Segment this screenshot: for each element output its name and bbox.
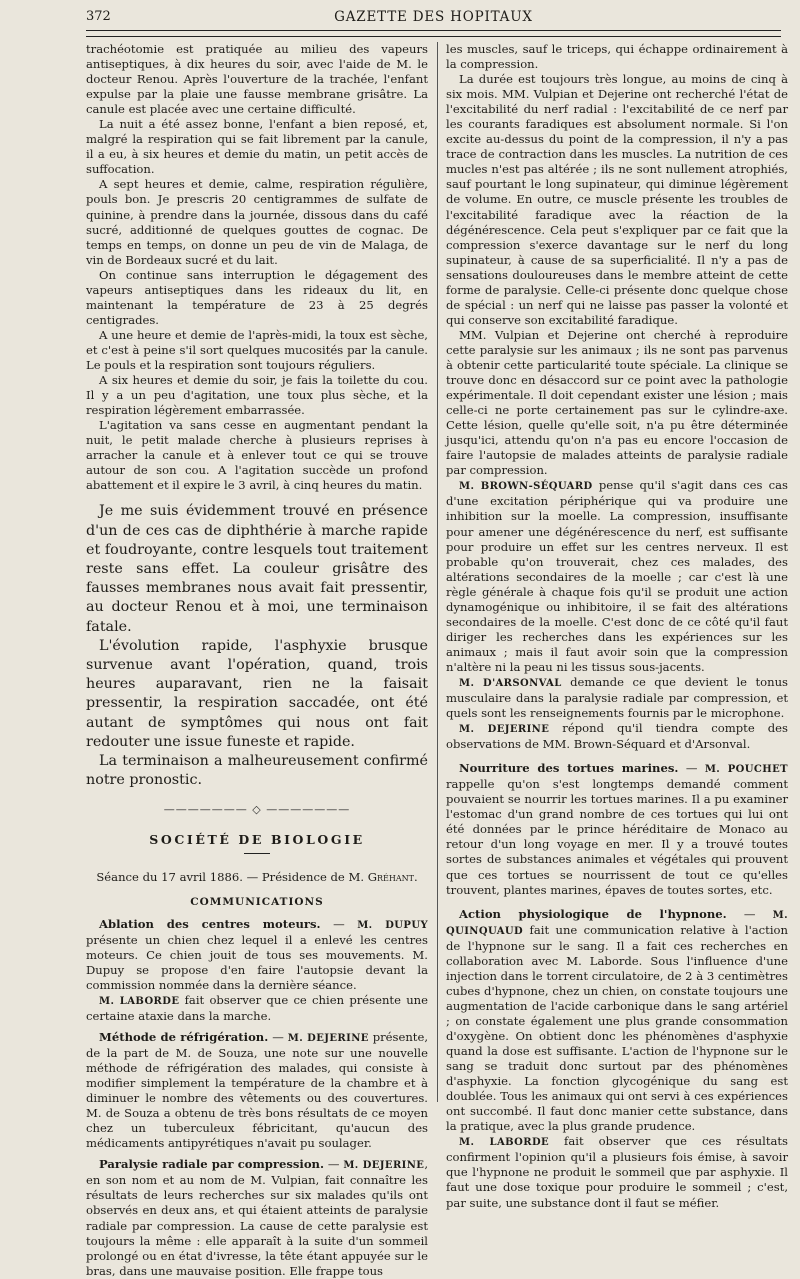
paragraph: A six heures et demie du soir, je fais la toilette du cou. Il y a un peu d'agitation, une toux plus sèche, et la respiration légèrement embarrassée.: [86, 373, 428, 418]
conclusion-paragraph: Je me suis évidemment trouvé en présence d'un de ces cas de diphthérie à marche rapide et foudroyante, contre lesquels tout traitement reste sans effet. La couleur grisâtre des fausses membranes nous avait fait pressentir, au docteur Renou et à moi, une terminaison fatale.: [86, 503, 428, 635]
communications-heading: COMMUNICATIONS: [190, 895, 324, 908]
right-column: [446, 42, 788, 1211]
seance-line: Séance du 17 avril 1886. — Présidence de M. Gréhant.: [96, 869, 418, 884]
entry-hypnone: Action physiologique de l'hypnone. — M. QUINQUAUD fait une communication relative à l'action de l'hypnone sur le sang. Il a fait ces recherches en collaboration avec M. Laborde. Sous l'influence d'une injection dans le torrent circulatoire, de 2 à 3 centimètres cubes d'hypnone, chez un chien, on constate toujours une augmentation de l'acide carbonique dans le sang artériel ; on constate également une plus grande consommation d'oxygène. On obtient donc les phénomènes d'asphyxie quand la dose est suffisante. L'action de l'hypnone sur le sang se traduit donc surtout par des phénomènes d'asphyxie. La fonction glycogénique du sang est doublée. Tous les animaux qui ont servi à ces expériences ont succombé. Il faut donc manier cette substance, dans la pratique, avec la plus grande prudence.: [446, 906, 789, 1134]
paragraph: MM. Vulpian et Dejerine ont cherché à reproduire cette paralysie sur les animaux ; ils ne sont pas parvenus à obtenir cette particularité toute spéciale. La clinique se trouve donc en désaccord sur ce point avec la pathologie expérimentale. Il doit cependant exister une lésion ; mais celle-ci ne porte certainement pas sur le cylindre-axe. Cette lésion, quelle qu'elle soit, n'a pu être déterminée jusqu'ici, attendu qu'on n'a pas eu encore l'occasion de faire l'autopsie de malades atteints de paralysie radiale par compression.: [446, 327, 788, 478]
section-ornament: ——————— ◇ ———————: [163, 803, 351, 817]
entry-tortues: Nourriture des tortues marines. — M. POUCHET rappelle qu'on s'est longtemps demandé comment pouvaient se nourrir les tortues marines. Il a pu examiner l'estomac d'un grand nombre de ces tortues qui lui ont été données par le prince héréditaire de Monaco au retour d'un long voyage en mer. Il y a trouvé toutes sortes de substances animales et végétales qui prouvent que ces tortues se nourrissent de tout ce qu'elles trouvent, plantes marines, épaves de toutes sortes, etc.: [446, 761, 788, 897]
journal-title: GAZETTE DES HOPITAUX: [334, 9, 533, 25]
left-column: [86, 42, 428, 1279]
page-number: 372: [86, 9, 111, 24]
paragraph: A une heure et demie de l'après-midi, la toux est sèche, et c'est à peine s'il sort quelques mucosités par la canule. Le pouls et la respiration sont toujours réguliers.: [86, 327, 428, 372]
entry-dejerine: M. DEJERINE répond qu'il tiendra compte des observations de MM. Brown-Séquard et d'Arsonval.: [446, 721, 788, 752]
paragraph: La nuit a été assez bonne, l'enfant a bien reposé, et, malgré la respiration qui se fait librement par la canule, il a eu, à six heures et demie du matin, un petit accès de suffocation.: [86, 117, 428, 177]
column-divider: [437, 42, 438, 1102]
entry-refrigeration: Méthode de réfrigération. — M. DEJERINE présente, de la part de M. de Souza, une note sur une nouvelle méthode de réfrigération des malades, qui consiste à modifier simplement la température de la chambre et à diminuer le nombre des vêtements ou des couvertures. M. de Souza a obtenu de très bons résultats de ce moyen chez un tuberculeux fébricitant, qu'aucun des médicaments antipyrétiques n'avait pu soulager.: [86, 1029, 429, 1151]
page-header: [86, 6, 781, 28]
header-rule: [86, 30, 781, 37]
entry-arsonval: M. D'ARSONVAL demande ce que devient le tonus musculaire dans la paralysie radiale par compression, et quels sont les renseignements fournis par le microphone.: [446, 674, 788, 721]
paragraph: La durée est toujours très longue, au moins de cinq à six mois. MM. Vulpian et Dejerine ont recherché l'état de l'excitabilité du nerf radial : l'excitabilité de ce nerf par les courants faradiques est absolument normale. Si l'on excite au-dessus du point de la compression, il n'y a pas trace de contraction dans les muscles. La nutrition de ces mucles n'est pas altérée ; ils ne sont nullement atrophiés, sauf pourtant le long supinateur, qui diminue légèrement de volume. En outre, ce muscle présente les troubles de l'excitabilité faradique avec la réaction de la dégénérescence. Cela peut s'expliquer par ce fait que la compression s'exerce davantage sur le nerf du long supinateur, à cause de sa superficialité. Il n'y a pas de sensations douloureuses dans le membre atteint de cette forme de paralysie. Celle-ci présente donc quelque chose de spécial : un nerf qui ne laisse pas passer la volonté et qui conserve son excitabilité faradique.: [446, 72, 788, 327]
entry-paralysie: Paralysie radiale par compression. — M. DEJERINE, en son nom et au nom de M. Vulpian, fait connaître les résultats de leurs recherches sur six malades qu'ils ont observés en deux ans, et qui étaient atteints de paralysie radiale par compression. La cause de cette paralysie est toujours la même : elle apparaît à la suite d'un sommeil prolongé ou en état d'ivresse, la tête étant appuyée sur le bras, dans une mauvaise position. Elle frappe tous: [86, 1157, 428, 1278]
section-title: SOCIÉTÉ DE BIOLOGIE: [149, 831, 365, 847]
title-rule: [244, 853, 270, 854]
paragraph: On continue sans interruption le dégagement des vapeurs antiseptiques dans les rideaux du lit, en maintenant la température de 23 à 25 degrés centigrades.: [86, 267, 428, 327]
paragraph: les muscles, sauf le triceps, qui échappe ordinairement à la compression.: [446, 42, 788, 72]
entry-laborde: M. LABORDE fait observer que ce chien présente une certaine ataxie dans la marche.: [86, 992, 428, 1023]
entry-laborde-2: M. LABORDE fait observer que ces résultats confirment l'opinion qu'il a plusieurs fois émise, à savoir que l'hypnone ne produit le sommeil que par asphyxie. Il faut une dose toxique pour produire le sommeil ; c'est, par suite, une substance dont il faut se méfier.: [446, 1134, 789, 1210]
entry-brown-sequard: M. BROWN-SÉQUARD pense qu'il s'agit dans ces cas d'une excitation périphérique qui va produire une inhibition sur la moelle. La compression, insuffisante pour amener une dégénérescence du nerf, est suffisante pour produire un effet sur les centres nerveux. Il est probable qu'on trouverait, chez ces malades, des altérations secondaires de la moelle ; car c'est là une règle générale à chaque fois qu'il se produit une action dynamogénique ou inhibitoire, il se fait des altérations secondaires de la moelle. C'est donc de ce côté qu'il faut diriger les recherches dans les expériences sur les animaux ; mais il faut avoir soin que la compression n'altère ni la peau ni les tissus sous-jacents.: [446, 478, 788, 674]
entry-ablation: Ablation des centres moteurs. — M. DUPUY présente un chien chez lequel il a enlevé les centres moteurs. Ce chien jouit de tous ses mouvements. M. Dupuy se propose d'en faire l'autopsie devant la commission nommée dans la dernière séance.: [86, 916, 429, 992]
paragraph: A sept heures et demie, calme, respiration régulière, pouls bon. Je prescris 20 centigrammes de sulfate de quinine, à prendre dans la journée, dissous dans du café sucré, additionné de quelques gouttes de cognac. De temps en temps, on donne un peu de vin de Malaga, de vin de Bordeaux sucré et du lait.: [86, 177, 428, 267]
conclusion-paragraph: L'évolution rapide, l'asphyxie brusque survenue avant l'opération, quand, trois heures auparavant, rien ne la faisait pressentir, la respiration saccadée, ont été autant de symptômes qui nous ont fait redouter une issue funeste et rapide.: [86, 637, 428, 750]
conclusion-paragraph: La terminaison a malheureusement confirmé notre pronostic.: [86, 753, 428, 789]
paragraph: L'agitation va sans cesse en augmentant pendant la nuit, le petit malade cherche à plusieurs reprises à arracher la canule et à enlever tout ce qui se trouve autour de son cou. A l'agitation succède un profond abattement et il expire le 3 avril, à cinq heures du matin.: [86, 418, 428, 493]
paragraph: trachéotomie est pratiquée au milieu des vapeurs antiseptiques, à dix heures du soir, avec l'aide de M. le docteur Renou. Après l'ouverture de la trachée, l'enfant expulse par la plaie une fausse membrane grisâtre. La canule est placée avec une certaine difficulté.: [86, 42, 428, 117]
